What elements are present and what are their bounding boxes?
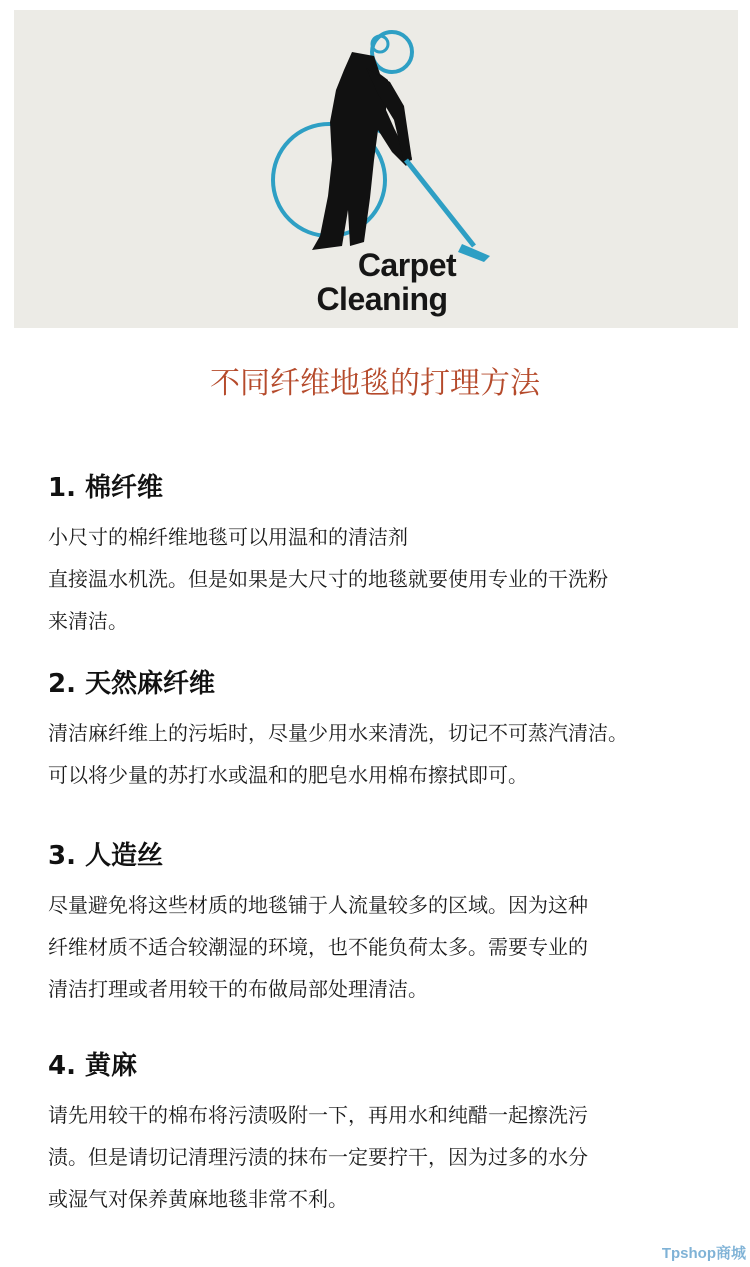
section-body: 清洁麻纤维上的污垢时，尽量少用水来清洗，切记不可蒸汽清洁。 可以将少量的苏打水或温和的肥皂水用棉布擦拭即可。: [48, 721, 628, 787]
section-body: 请先用较干的棉布将污渍吸附一下，再用水和纯醋一起擦洗污 渍。但是请切记清理污渍的抹布一定要拧干，因为过多的水分 或湿气对保养黄麻地毯非常不利。: [48, 1103, 588, 1211]
section-heading: 3. 人造丝: [48, 841, 164, 871]
section-body: 尽量避免将这些材质的地毯铺于人流量较多的区域。因为这种 纤维材质不适合较潮湿的环境，也不能负荷太多。需要专业的 清洁打理或者用较干的布做局部处理清洁。: [48, 893, 588, 1001]
banner: [14, 10, 738, 328]
page-title: 不同纤维地毯的打理方法: [210, 366, 540, 401]
section-heading: 2. 天然麻纤维: [48, 669, 216, 699]
section-heading: 1. 棉纤维: [48, 473, 164, 503]
section-cotton: [48, 470, 738, 642]
section-natural-linen: [48, 666, 738, 796]
logo-text-cleaning: Cleaning: [316, 281, 448, 317]
logo-text-carpet: Carpet: [357, 247, 457, 283]
section-jute: [48, 1048, 738, 1220]
watermark: Tpshop商城: [661, 1245, 746, 1262]
section-heading: 4. 黄麻: [48, 1051, 138, 1081]
section-body: 小尺寸的棉纤维地毯可以用温和的清洁剂 直接温水机洗。但是如果是大尺寸的地毯就要使用专业的干洗粉 来清洁。: [48, 525, 608, 633]
section-rayon: [48, 838, 738, 1010]
